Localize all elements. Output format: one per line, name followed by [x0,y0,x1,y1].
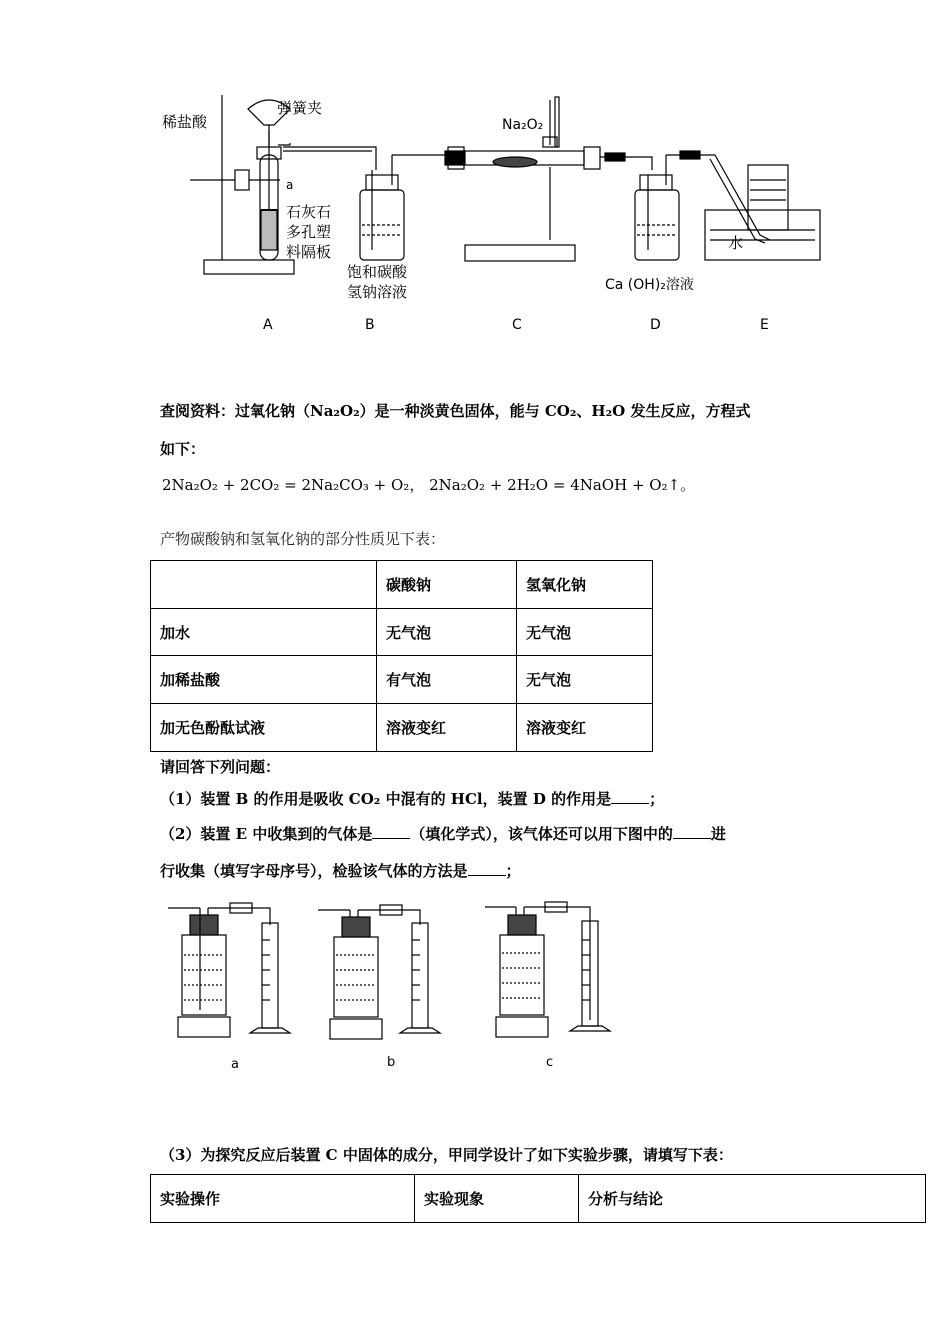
table-intro: 产物碳酸钠和氢氧化钠的部分性质见下表： [160,530,446,548]
equation-2: 2Na₂O₂ + 2H₂O = 4NaOH + O₂↑ [429,476,681,494]
table-cell: 无气泡 [517,609,653,656]
label-water: 水 [728,234,744,252]
answer-blank-q2-method[interactable] [468,861,506,876]
question-2-line-1 [160,823,726,844]
equations-line [162,474,695,495]
label-porous-plate-1: 多孔塑 [286,223,332,241]
experiment-header-cell: 实验操作 [151,1175,415,1223]
collection-label-c: c [546,1055,554,1070]
station-c-label [502,117,543,133]
table-cell: 无气泡 [377,609,517,656]
question-2-part-a: （2）装置 E 中收集到的气体是 [160,825,373,843]
reference-line-1: 查阅资料：过氧化钠（Na₂O₂）是一种淡黄色固体，能与 CO₂、H₂O 发生反应，方程式 [160,402,751,420]
station-label-e: E [760,317,769,333]
collection-label-a: a [231,1057,239,1072]
station-d-bottle [630,151,715,260]
station-e-label [728,234,743,252]
table-cell: 有气泡 [377,656,517,704]
station-e-trough [705,155,820,260]
table-header-cell [151,561,377,609]
answer-blank-q2-gas[interactable] [372,824,410,839]
station-a-apparatus [190,95,372,274]
label-porous-plate-2: 料隔板 [286,243,332,261]
table-cell: 加稀盐酸 [151,656,377,704]
table-header-cell: 碳酸钠 [377,561,517,609]
collection-label-b: b [387,1055,396,1070]
question-2-part-c: 进 [710,825,726,843]
question-2-end: ； [505,862,521,880]
table-row [151,609,653,656]
station-b-labels [347,263,408,301]
equation-end-mark: 。 [680,476,696,494]
answer-blank-q1[interactable] [611,789,649,804]
questions-prompt: 请回答下列问题： [160,758,281,776]
station-label-a: A [263,317,273,333]
properties-table [150,560,653,752]
label-caoh2: Ca (OH)₂溶液 [605,277,694,293]
equation-separator: ， [409,476,425,494]
label-spring-clip: 弹簧夹 [277,99,323,117]
table-cell: 加无色酚酞试液 [151,704,377,752]
question-1 [160,788,664,809]
experiment-table [150,1174,926,1223]
question-1-text: （1）装置 B 的作用是吸收 CO₂ 中混有的 HCl，装置 D 的作用是 [160,790,612,808]
question-2-part-d: 行收集（填写字母序号），检验该气体的方法是 [160,862,468,880]
label-limestone: 石灰石 [286,203,332,221]
collection-setup-c [485,902,610,1037]
experiment-header-cell: 实验现象 [415,1175,579,1223]
station-label-b: B [365,317,375,333]
collection-setup-a [168,903,290,1037]
apparatus-figure [150,85,830,345]
equation-1: 2Na₂O₂ + 2CO₂ = 2Na₂CO₃ + O₂ [162,476,410,494]
question-3: （3）为探究反应后装置 C 中固体的成分，甲同学设计了如下实验步骤，请填写下表： [160,1146,733,1164]
station-d-label [605,276,694,293]
collection-setup-b [318,905,440,1039]
reference-line-2: 如下： [160,440,206,458]
station-label-d: D [650,317,661,333]
table-cell: 溶液变红 [377,704,517,752]
label-dilute-hcl: 稀盐酸 [162,113,208,131]
experiment-header-cell: 分析与结论 [579,1175,926,1223]
label-nahco3-line1: 饱和碳酸 [347,263,408,281]
question-1-end: ； [649,790,665,808]
label-na2o2: Na₂O₂ [502,117,544,133]
table-header-cell: 氢氧化钠 [517,561,653,609]
answer-blank-q2-device[interactable] [673,824,711,839]
table-row [151,656,653,704]
station-b-wash-bottle [360,147,445,260]
question-2-line-2 [160,860,521,881]
table-cell: 加水 [151,609,377,656]
label-nahco3-line2: 氢钠溶液 [347,283,408,301]
question-2-part-b: （填化学式），该气体还可以用下图中的 [410,825,673,843]
table-row [151,704,653,752]
station-label-c: C [512,317,522,333]
table-cell: 无气泡 [517,656,653,704]
collection-figure [160,895,640,1085]
table-cell: 溶液变红 [517,704,653,752]
table-header-row [151,561,653,609]
experiment-header-row [151,1175,926,1223]
label-a-marker: a [286,178,294,192]
